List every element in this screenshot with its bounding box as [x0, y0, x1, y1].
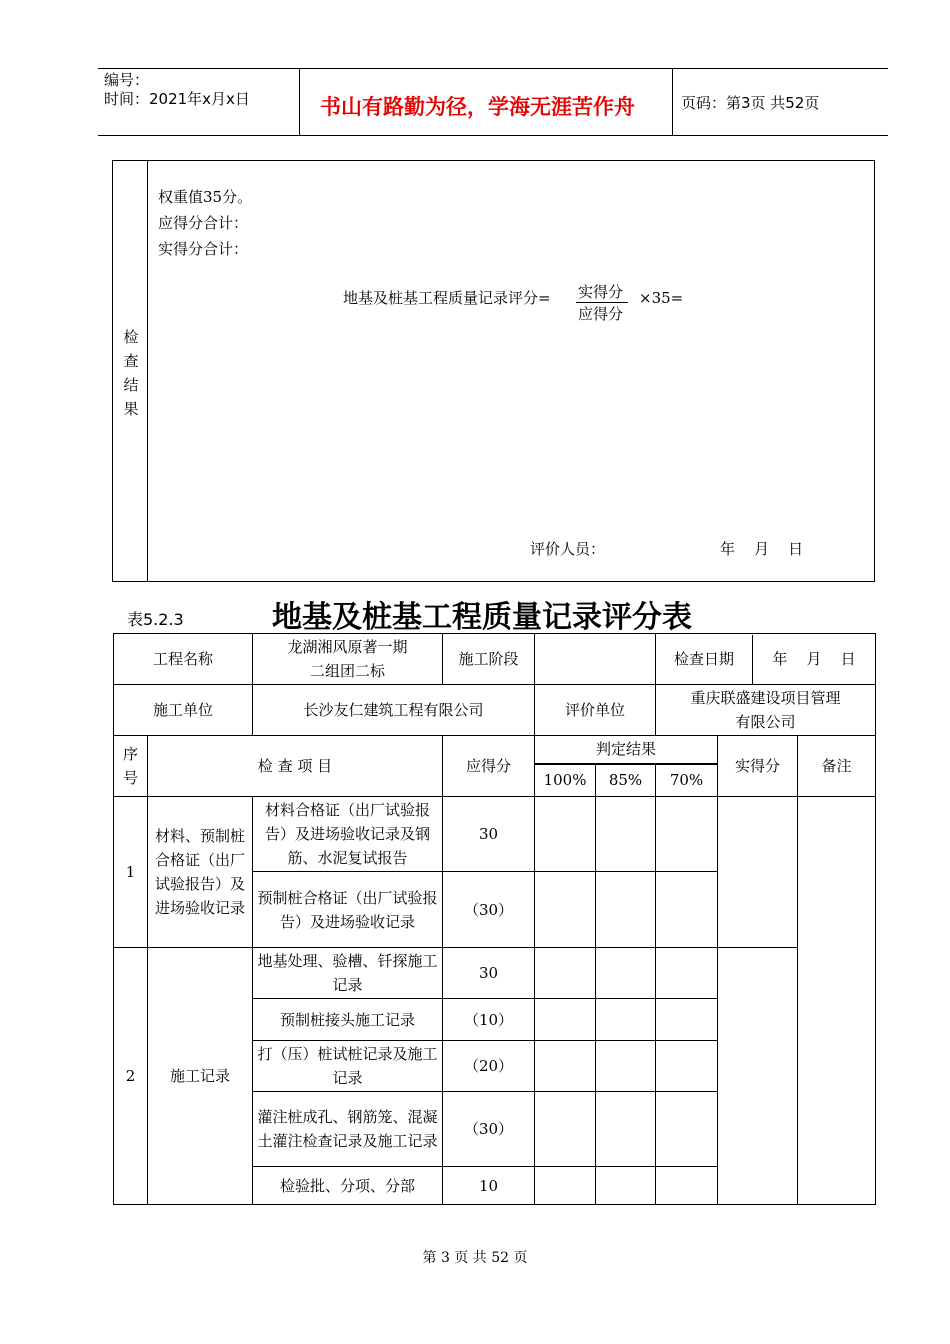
group2-item-3: 打（压）桩试桩记录及施工记录: [253, 1041, 443, 1092]
footer-page-number: 第 3 页 共 52 页: [422, 1250, 528, 1266]
group2-seq: 2: [114, 948, 148, 1205]
table-title: 地基及桩基工程质量记录评分表: [272, 600, 692, 635]
item-header: 检 查 项 目: [148, 736, 443, 797]
formula-prefix: 地基及桩基工程质量记录评分=: [343, 289, 551, 307]
group2-item-4-score: （30）: [443, 1092, 535, 1167]
project-name-value: [253, 634, 443, 685]
group2-item-1-score: 30: [443, 948, 535, 999]
score-cell: [535, 999, 596, 1041]
header-divider-left: [299, 68, 300, 136]
score-cell: [535, 1092, 596, 1167]
project-name-line2: 二组团二标: [310, 662, 386, 680]
formula-numerator: 实得分: [578, 283, 624, 301]
side-char: 检: [123, 328, 139, 346]
score-cell: [596, 1092, 656, 1167]
score-cell: [596, 948, 656, 999]
score-cell: [656, 872, 718, 948]
evaluator-unit-value: [656, 685, 876, 736]
group1-item-1-score: 30: [443, 797, 535, 872]
group2-item-5: 检验批、分项、分部: [253, 1167, 443, 1205]
builder-label: 施工单位: [114, 685, 253, 736]
table-number: 表5.2.3: [127, 610, 184, 629]
weight-line: 权重值35分。: [158, 188, 253, 206]
due-score-header: 应得分: [443, 736, 535, 797]
header-time: 时间：2021年x月x日: [104, 90, 250, 108]
pct85-header: 85%: [596, 764, 656, 797]
due-total: 应得分合计：: [158, 214, 249, 232]
group2-item-2: 预制桩接头施工记录: [253, 999, 443, 1041]
seq-header-line1: 序: [122, 745, 138, 763]
group2-item-1: 地基处理、验槽、钎探施工记录: [253, 948, 443, 999]
score-cell: [535, 1167, 596, 1205]
group1-seq: 1: [114, 797, 148, 948]
group2-item-4: 灌注桩成孔、钢筋笼、混凝土灌注检查记录及施工记录: [253, 1092, 443, 1167]
group2-item-3-score: （20）: [443, 1041, 535, 1092]
stage-value: [535, 634, 656, 685]
group1-actual-score: [718, 797, 798, 948]
score-cell: [596, 1167, 656, 1205]
score-table: [113, 633, 876, 1205]
judgement-header: 判定结果: [535, 736, 718, 764]
header-top-rule: [98, 68, 888, 69]
score-cell: [596, 999, 656, 1041]
score-cell: [656, 1167, 718, 1205]
evaluator-unit-line2: 有限公司: [735, 713, 796, 731]
group1-item-1: 材料合格证（出厂试验报告）及进场验收记录及钢筋、水泥复试报告: [253, 797, 443, 872]
header-motto: 书山有路勤为径，学海无涯苦作舟: [320, 94, 635, 119]
check-result-divider: [147, 160, 148, 582]
seq-header-line2: 号: [122, 769, 138, 787]
seq-header: [114, 736, 148, 797]
check-date-value: 年 月 日: [772, 650, 856, 668]
score-cell: [535, 797, 596, 872]
remark-cell: [798, 797, 876, 1205]
pct70-header: 70%: [656, 764, 718, 797]
score-cell: [656, 948, 718, 999]
evaluator-unit-label: 评价单位: [535, 685, 656, 736]
score-cell: [656, 797, 718, 872]
header-divider-right: [672, 68, 673, 136]
actual-score-header: 实得分: [718, 736, 798, 797]
header-number: 编号：: [104, 71, 150, 89]
score-cell: [535, 1041, 596, 1092]
header-bottom-rule: [98, 135, 888, 136]
formula-suffix: ×35=: [639, 289, 684, 307]
actual-total: 实得分合计：: [158, 240, 249, 258]
remark-header: 备注: [798, 736, 876, 797]
group2-item-2-score: （10）: [443, 999, 535, 1041]
score-cell: [596, 1041, 656, 1092]
group1-item-2-score: （30）: [443, 872, 535, 948]
stage-label: 施工阶段: [443, 634, 535, 685]
score-cell: [656, 999, 718, 1041]
group1-item-2: 预制桩合格证（出厂试验报告）及进场验收记录: [253, 872, 443, 948]
project-name-line1: 龙湖湘风原著一期: [287, 638, 408, 656]
project-name-label: 工程名称: [114, 634, 253, 685]
score-cell: [535, 872, 596, 948]
side-char: 查: [123, 352, 139, 370]
formula-denominator: 应得分: [578, 305, 624, 323]
check-date-label: 检查日期: [674, 650, 735, 668]
builder-value: 长沙友仁建筑工程有限公司: [253, 685, 535, 736]
pct100-header: 100%: [535, 764, 596, 797]
score-cell: [596, 797, 656, 872]
score-cell: [656, 1092, 718, 1167]
score-cell: [596, 872, 656, 948]
header-page-info: 页码：第3页 共52页: [681, 94, 820, 112]
evaluator-unit-line1: 重庆联盛建设项目管理: [690, 689, 841, 707]
group2-item-5-score: 10: [443, 1167, 535, 1205]
side-char: 结: [123, 376, 139, 394]
evaluator-label: 评价人员：: [530, 540, 606, 558]
group2-category: 施工记录: [148, 948, 253, 1205]
group1-category: 材料、预制桩合格证（出厂试验报告）及进场验收记录: [148, 797, 253, 948]
score-cell: [656, 1041, 718, 1092]
evaluation-date: 年 月 日: [720, 540, 804, 558]
side-char: 果: [123, 400, 139, 418]
score-cell: [535, 948, 596, 999]
group2-actual-score: [718, 948, 798, 1205]
check-date-cell: [656, 634, 876, 685]
check-result-side-label: [122, 325, 140, 421]
